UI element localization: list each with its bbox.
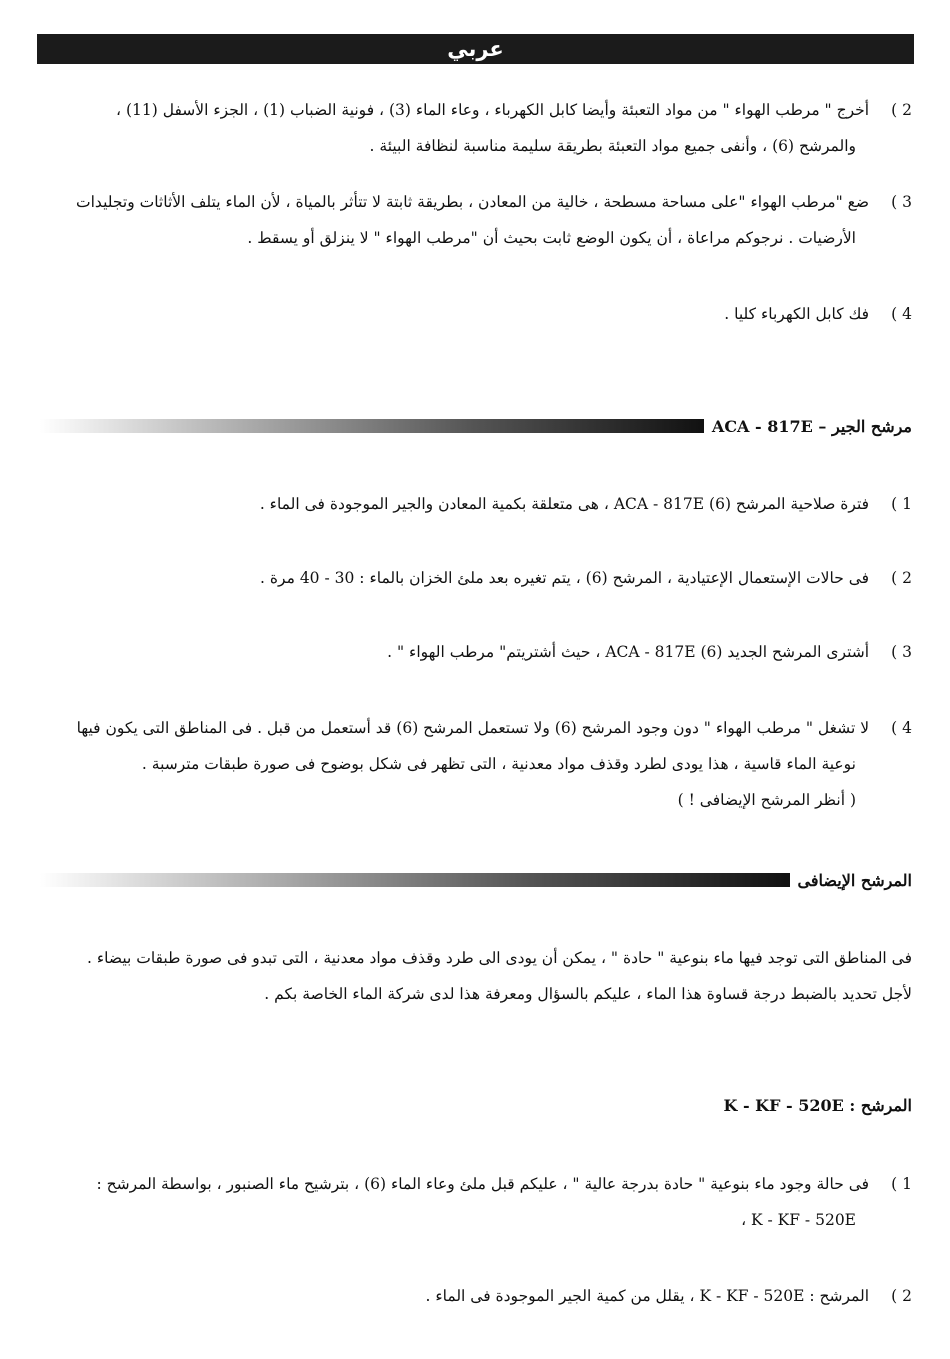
item-line: أخرج " مرطب الهواء " من مواد التعبئة وأيضا كابل الكهرباء ، وعاء الماء (3) ، فونية الضباب (1) ، الجزء الأسفل (11) ، xyxy=(116,101,870,119)
paragraph-line: فى المناطق التى توجد فيها ماء بنوعية " حادة " ، يمكن أن يودى الى طرد وقذف مواد معدنية ، التى تبدو فى صورة طبقات بيضاء . xyxy=(87,949,912,967)
item-line: K - KF - 520E ، xyxy=(741,1211,856,1229)
item-number: 2 ) xyxy=(891,101,912,119)
item-line: أشترى المرشح الجديد (6) ACA - 817E ، حيث أشتريتم" مرطب الهواء " . xyxy=(387,643,870,661)
item-number: 4 ) xyxy=(891,305,912,323)
item-line: فك كابل الكهرباء كليا . xyxy=(724,305,870,323)
item-number: 3 ) xyxy=(891,193,912,211)
item-line: والمرشح (6) ، وأنفى جميع مواد التعبئة بطريقة سليمة مناسبة لنظافة البيئة . xyxy=(369,137,856,155)
instruction-item xyxy=(42,486,912,522)
section-title: مرشح الجير – ACA - 817E xyxy=(711,416,912,436)
heading-gradient-bar xyxy=(40,873,790,887)
instruction-item xyxy=(42,560,912,596)
item-number: 2 ) xyxy=(891,1287,912,1305)
section-heading-lime-filter xyxy=(40,414,912,438)
heading-gradient-bar xyxy=(40,419,704,433)
instruction-item xyxy=(42,184,912,256)
item-line: فى حالات الإستعمال الإعتيادية ، المرشح (6) ، يتم تغيره بعد ملئ الخزان بالماء : 30 - 40 مرة . xyxy=(260,569,870,587)
item-number: 3 ) xyxy=(891,643,912,661)
instruction-item xyxy=(42,92,912,164)
section-heading-extra-filter xyxy=(40,868,912,892)
instruction-item xyxy=(42,296,912,332)
item-number: 2 ) xyxy=(891,569,912,587)
language-header-bar: عربي xyxy=(37,34,914,64)
item-number: 1 ) xyxy=(891,1175,912,1193)
item-line: فترة صلاحية المرشح (6) ACA - 817E ، هى متعلقة بكمية المعادن والجير الموجودة فى الماء . xyxy=(259,495,870,513)
item-line: الأرضيات . نرجوكم مراعاة ، أن يكون الوضع ثابت بحيث أن "مرطب الهواء " لا ينزلق أو يسقط . xyxy=(247,229,856,247)
item-line: ضع "مرطب الهواء "على مساحة مسطحة ، خالية من المعادن ، بطريقة ثابتة لا تتأثر بالمياة ، لأن الماء يتلف الأثاثات وتجليدات xyxy=(76,193,870,211)
instruction-item xyxy=(42,1278,912,1314)
instruction-item xyxy=(42,634,912,670)
section-title-kf-filter: المرشح : K - KF - 520E xyxy=(723,1096,912,1115)
instruction-item xyxy=(42,710,912,818)
item-line: فى حالة وجود ماء بنوعية " حادة بدرجة عالية " ، عليكم قبل ملئ وعاء الماء (6) ، بترشيح ماء الصنبور ، بواسطة المرشح : xyxy=(96,1175,870,1193)
item-line: المرشح : K - KF - 520E ، يقلل من كمية الجير الموجودة فى الماء . xyxy=(425,1287,870,1305)
item-number: 4 ) xyxy=(891,719,912,737)
item-line: ( أنظر المرشح الإيضافى ! ) xyxy=(677,791,856,809)
paragraph xyxy=(37,940,912,1012)
item-line: نوعية الماء قاسية ، هذا يودى لطرد وقذف مواد معدنية ، التى تظهر فى شكل بوضوح فى صورة طبقات مترسبة . xyxy=(141,755,856,773)
instruction-item xyxy=(42,1166,912,1238)
item-line: لا تشغل " مرطب الهواء " دون وجود المرشح (6) ولا تستعمل المرشح (6) قد أستعمل من قبل . فى المناطق التى يكون فيها xyxy=(76,719,870,737)
paragraph-line: لأجل تحديد بالضبط درجة قساوة هذا الماء ، عليكم بالسؤال ومعرفة هذا لدى شركة الماء الخاصة بكم . xyxy=(264,985,912,1003)
section-title: المرشح الإيضافى xyxy=(797,870,912,890)
item-number: 1 ) xyxy=(891,495,912,513)
